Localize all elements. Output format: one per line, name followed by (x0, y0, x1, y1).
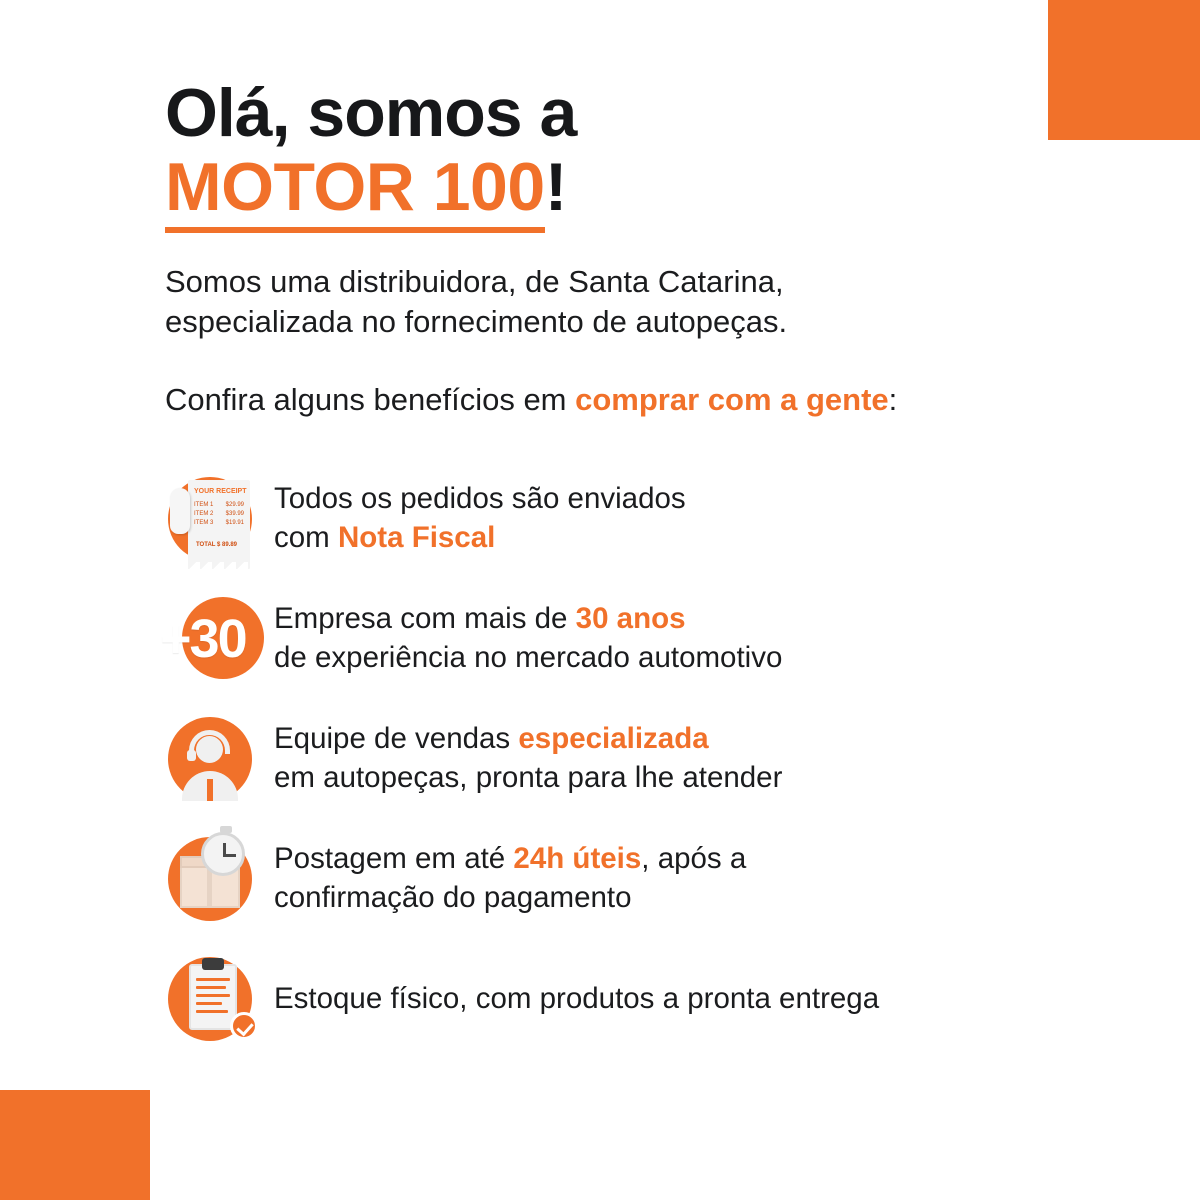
receipt-row (194, 502, 244, 508)
benefit-line-1-prefix: Empresa com mais de (274, 602, 576, 636)
benefit-line-2-highlight: Nota Fiscal (337, 521, 496, 554)
clipboard-check-icon (160, 950, 264, 1048)
decorative-square-top-right (1048, 0, 1200, 140)
plus-30-badge-icon (160, 590, 264, 688)
person-tie-shape (207, 779, 213, 801)
hand-thumb-shape (170, 488, 190, 534)
benefits-intro-prefix: Confira alguns benefícios em (165, 382, 576, 418)
decorative-square-bottom-left (0, 1090, 150, 1200)
benefit-line-1-highlight: especializada (518, 722, 709, 756)
benefit-line-1: Estoque físico, com produtos a pronta entrega (274, 981, 880, 1015)
benefits-intro (165, 382, 1065, 418)
list-item-text (264, 980, 879, 1019)
clipboard-line (196, 986, 226, 989)
clipboard-lines (196, 978, 230, 1018)
benefit-line-1-highlight: 30 anos (575, 602, 686, 636)
intro-paragraph (165, 262, 1065, 343)
benefit-line-2: de experiência no mercado automotivo (274, 641, 783, 674)
package-stopwatch-icon (160, 830, 264, 928)
headset-mic-shape (187, 750, 196, 761)
check-badge-icon (230, 1012, 258, 1040)
clipboard-line (196, 1010, 228, 1013)
intro-line-1: Somos uma distribuidora, de Santa Catarina, (165, 263, 784, 299)
receipt-row (194, 520, 244, 526)
receipt-row-label: ITEM 3 (194, 520, 214, 526)
clipboard-line (196, 1002, 222, 1005)
benefit-line-1-suffix: , após a (641, 842, 747, 876)
list-item (160, 710, 1120, 808)
brand-exclamation: ! (544, 149, 567, 226)
badge-group (160, 590, 264, 688)
benefit-line-1-prefix: Equipe de vendas (274, 722, 519, 756)
receipt-row-value: $39.99 (225, 511, 244, 517)
list-item-text (264, 840, 746, 918)
list-item (160, 470, 1120, 568)
header-block (165, 75, 1065, 418)
benefit-line-1-highlight: 24h úteis (513, 842, 642, 876)
receipt-header: YOUR RECEIPT (194, 488, 247, 495)
benefit-line-2: em autopeças, pronta para lhe atender (274, 761, 783, 794)
benefits-list (160, 470, 1120, 1070)
benefits-intro-suffix: : (888, 382, 898, 418)
receipt-row-value: $29.99 (225, 502, 244, 508)
benefit-line-2: confirmação do pagamento (274, 881, 632, 914)
receipt-icon (160, 470, 264, 568)
benefit-line-2-prefix: com (274, 521, 338, 554)
brand-name: MOTOR 100 (165, 149, 545, 233)
list-item-text (264, 480, 686, 558)
benefit-line-1: Todos os pedidos são enviados (274, 482, 686, 516)
page-title-line2 (165, 149, 567, 225)
receipt-row (194, 511, 244, 517)
list-item-text (264, 720, 782, 798)
stopwatch-hand-hour (223, 854, 236, 857)
receipt-row-label: ITEM 2 (194, 511, 214, 517)
benefit-line-1-prefix: Postagem em até (274, 842, 514, 876)
page-title-line1: Olá, somos a (165, 75, 577, 151)
headset-agent-icon (160, 710, 264, 808)
list-item (160, 590, 1120, 688)
list-item-text (264, 600, 782, 678)
receipt-total: TOTAL $ 89.89 (196, 542, 238, 548)
clipboard-line (196, 978, 230, 981)
receipt-row-value: $19.91 (225, 520, 244, 526)
clipboard-line (196, 994, 230, 997)
list-item (160, 950, 1120, 1048)
stopwatch-shape (201, 832, 245, 876)
intro-line-2: especializada no fornecimento de autopeças. (165, 303, 788, 339)
list-item (160, 830, 1120, 928)
badge-number: +30 (160, 609, 246, 669)
clipboard-clip-shape (202, 958, 224, 970)
receipt-rows (194, 502, 244, 529)
benefits-intro-highlight: comprar com a gente (575, 382, 889, 418)
receipt-row-label: ITEM 1 (194, 502, 214, 508)
receipt-paper (188, 480, 250, 562)
